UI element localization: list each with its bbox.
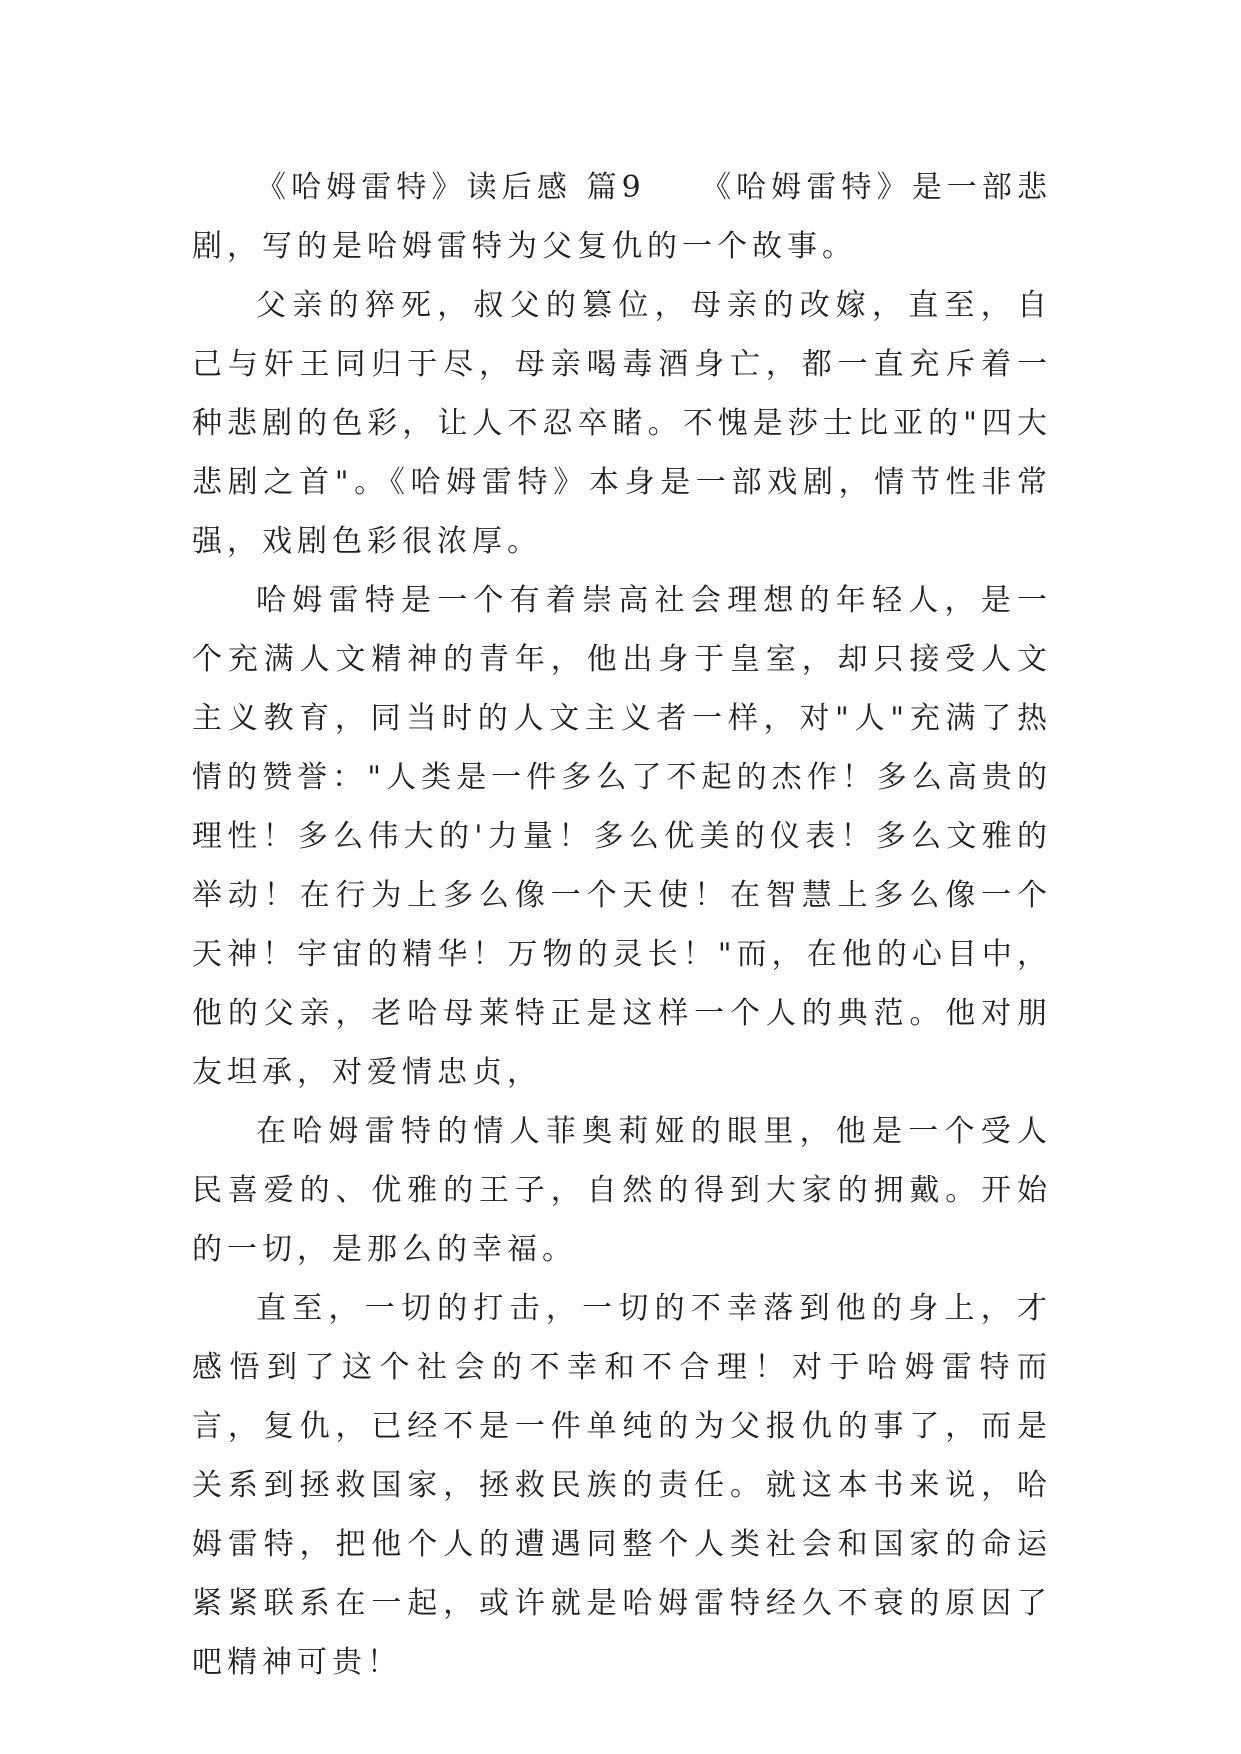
paragraph-5: 直至，一切的打击，一切的不幸落到他的身上，才感悟到了这个社会的不幸和不合理！对于哈姆雷特而言，复仇，已经不是一件单纯的为父报仇的事了，而是关系到拯救国家，拯救民族的责任。就这本书来说，哈姆雷特，把他个人的遭遇同整个人类社会和国家的命运紧紧联系在一起，或许就是哈姆雷特经久不衰的原因了吧精神可贵！ <box>192 1291 1052 1680</box>
paragraph-2: 父亲的猝死，叔父的篡位，母亲的改嫁，直至，自己与奸王同归于尽，母亲喝毒酒身亡，都一直充斥着一种悲剧的色彩，让人不忍卒睹。不愧是莎士比亚的"四大悲剧之首"。《哈姆雷特》本身是一部戏剧，情节性非常强，戏剧色彩很浓厚。 <box>192 288 1052 559</box>
paragraph-3: 哈姆雷特是一个有着崇高社会理想的年轻人，是一个充满人文精神的青年，他出身于皇室，却只接受人文主义教育，同当时的人文主义者一样，对"人"充满了热情的赞誉："人类是一件多么了不起的杰作！多么高贵的理性！多么伟大的'力量！多么优美的仪表！多么文雅的举动！在行为上多么像一个天使！在智慧上多么像一个天神！宇宙的精华！万物的灵长！"而，在他的心目中，他的父亲，老哈母莱特正是这样一个人的典范。他对朋友坦承，对爱情忠贞， <box>192 583 1052 1090</box>
paragraph-4: 在哈姆雷特的情人菲奥莉娅的眼里，他是一个受人民喜爱的、优雅的王子，自然的得到大家的拥戴。开始的一切，是那么的幸福。 <box>192 1114 1052 1267</box>
paragraph-1: 《哈姆雷特》读后感 篇9 《哈姆雷特》是一部悲剧，写的是哈姆雷特为父复仇的一个故事。 <box>192 170 1052 264</box>
document-body <box>192 158 1052 1692</box>
